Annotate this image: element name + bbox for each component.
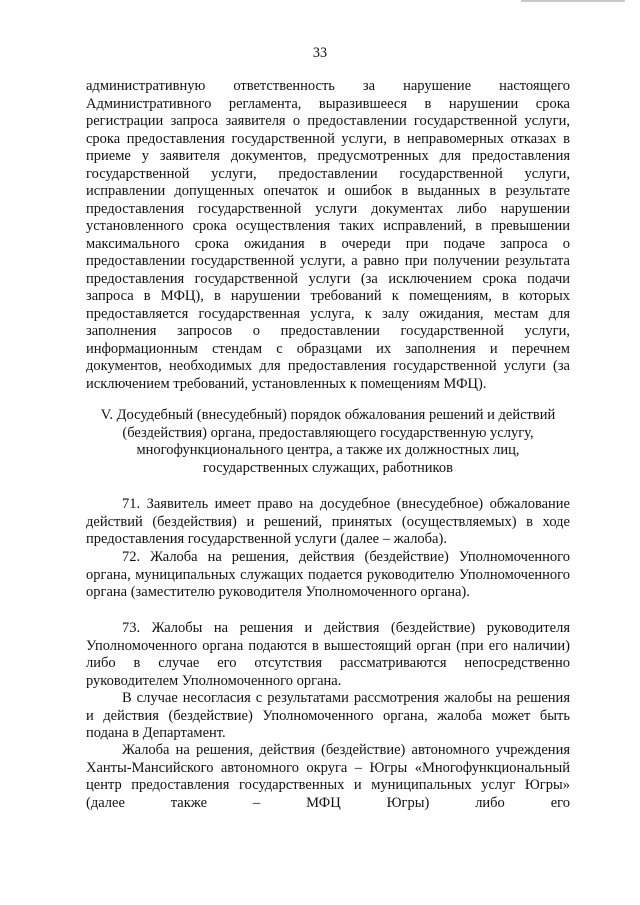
scan-edge-mark: [521, 0, 625, 2]
paragraph-72: 72. Жалоба на решения, действия (бездействие) Уполномоченного органа, муниципальных служащих подается руководителю Уполномоченного органа (заместителю руководителя Уполномоченного органа).: [86, 549, 570, 600]
paragraph-73: 73. Жалобы на решения и действия (бездействие) руководителя Уполномоченного органа подаются в вышестоящий орган (при его наличии) либо в случае его отсутствия рассматриваются непосредственно руководителем Уполномоченного органа.: [86, 620, 570, 689]
paragraph-disagreement: В случае несогласия с результатами рассмотрения жалобы на решения и действия (бездействие) Уполномоченного органа, жалоба может быть подана в Департамент.: [86, 690, 570, 741]
continued-paragraph: [86, 78, 570, 393]
continued-paragraph-text: административную ответственность за нарушение настоящего Административного регламента, выразившееся в нарушении срока регистрации запроса заявителя о предоставлении государственной услуги, срока предоставления государственной услуги, в неправомерных отказах в приеме у заявителя документов, предусмотренных для предоставления государственной услуги, предоставлении государственной услуги, исправлении допущенных опечаток и ошибок в выданных в результате предоставления государственной услуги документах либо нарушении установленного срока осуществления таких исправлений, в превышении максимального срока ожидания в очереди при подаче запроса о предоставлении государственной услуги, а равно при получении результата предоставления государственной услуги (за исключением срока подачи запроса в МФЦ), в нарушении требований к помещениям, в которых предоставляется государственная услуга, к залу ожидания, местам для заполнения запросов о предоставлении государственной услуги, информационным стендам с образцами их заполнения и перечнем документов, необходимых для предоставления государственной услуги (за: [86, 78, 570, 374]
page-number: 33: [312, 45, 328, 61]
section-heading: V. Досудебный (внесудебный) порядок обжалования решений и действий (бездействия) органа, предоставляющего государственную услугу, многофункционального центра, а также их должностных лиц, государственных служащих, работников: [100, 407, 556, 476]
continued-paragraph-tail: исключением требований, установленных к помещениям МФЦ).: [86, 375, 487, 392]
paragraph-mfc-complaint: Жалоба на решения, действия (бездействие) автономного учреждения Ханты-Мансийского автономного округа – Югры «Многофункциональный центр предоставления государственных и муниципальных услуг Югры» (далее также – МФЦ Югры) либо его: [86, 742, 570, 811]
paragraph-71: 71. Заявитель имеет право на досудебное (внесудебное) обжалование действий (бездействия) и решений, принятых (осуществляемых) в ходе предоставления государственной услуги (далее – жалоба).: [86, 496, 570, 547]
